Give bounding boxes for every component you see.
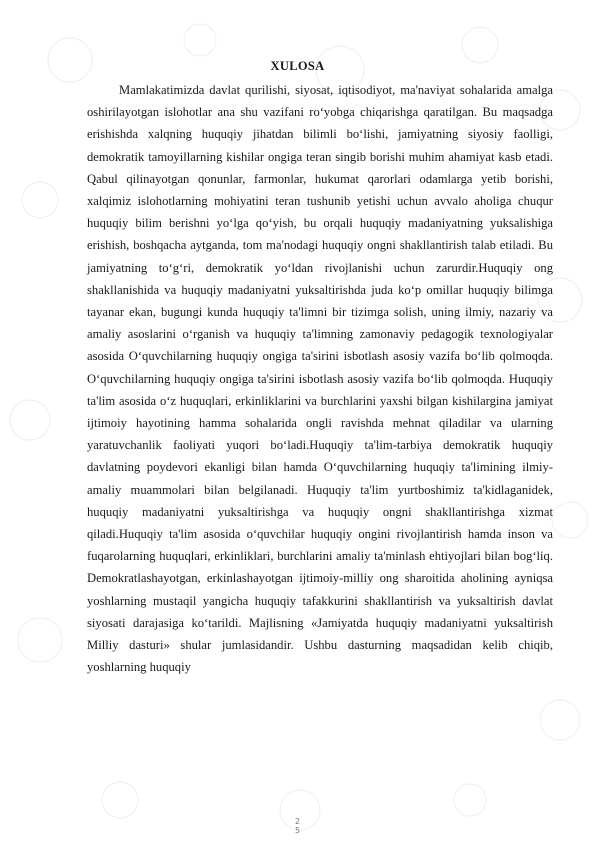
page-number-digit-1: 2	[294, 817, 301, 826]
page-title: XULOSA	[270, 59, 325, 73]
conclusion-paragraph: Mamlakatimizda davlat qurilishi, siyosat, iqtisodiyot, ma'naviyat sohalarida amalga oshirilayotgan islohotlar ana shu vazifani ro‘yobga chiqarishga qaratilgan. Bu maqsadga erishishda xalqning huquqiy jihatdan bilimli bo‘lishi, jamiyatning siyosiy faolligi, demokratik tamoyillarning kishilar ongiga teran singib borishi muhim ahamiyat kasb etadi. Qabul qilinayotgan qonunlar, farmonlar, hukumat qarorlari odamlarga yetib borishi, xalqimiz islohotlarning mohiyatini teran tushunib yetishi uchun avvalo aholiga chuqur huquqiy bilim berishni yo‘lga qo‘yish, bu orqali huquqiy madaniyatning yuksalishiga erishish, boshqacha aytganda, tom ma'nodagi huquqiy ongni shakllantirish talab etiladi. Bu jamiyatning to‘g‘ri, demokratik yo‘ldan rivojlanishi uchun zarurdir.Huquqiy ong shakllanishida va huquqiy madaniyatni yuksaltirishda juda ko‘p omillar huquqiy bilimga tayanar ekan, bugungi kunda huquqiy ta'limni bir tizimga solish, uning ilmiy, nazariy va amaliy asoslarini o‘rganish va huquqiy ta'limning zamonaviy pedagogik texnologiyalar asosida O‘quvchilarning huquqiy ongiga ta'sirini isbotlash asosiy vazifa bo‘lib qolmoqda. O‘quvchilarning huquqiy ongiga ta'sirini isbotlash asosiy vazifa bo‘lib qolmoqda. Huquqiy ta'lim asosida o‘z huquqlari, erkinliklarini va burchlarini yaxshi bilgan kishilargina jamiyat ijtimoiy hayotining hamma sohalarida ongli ravishda mehnat qiladilar va ularning yaratuvchanlik faoliyati yuqori bo‘ladi.Huquqiy ta'lim-tarbiya demokratik huquqiy davlatning poydevori ekanligi bilan hamda O‘quvchilarning huquqiy ta'limining ilmiy-amaliy muammolari bilan belgilanadi. Huquqiy ta'lim yurtboshimiz ta'kidlaganidek, huquqiy madaniyatni yuksaltirishga va huquqiy ongni shakllantirishga xizmat qiladi.Huquqiy ta'lim asosida o‘quvchilar huquqiy ongini rivojlantirish hamda inson va fuqarolarning huquqlari, erkinliklari, burchlarini amaliy ta'minlash ehtiyojlari bilan bog‘liq. Demokratlashayotgan, erkinlashayotgan ijtimoiy-milliy ong sharoitida aholining ayniqsa yoshlarning mustaqil yangicha huquqiy tafakkurini shakllantirish va yuksaltirish davlat siyosati darajasiga ko‘tarildi. Majlisning «Jamiyatda huquqiy madaniyatni yuksaltirish Milliy dasturi» shular jumlasidandir. Ushbu dasturning maqsadidan kelib chiqib, yoshlarning huquqiy	[87, 83, 553, 675]
page-number-digit-2: 5	[294, 826, 301, 835]
page-number	[0, 817, 595, 835]
